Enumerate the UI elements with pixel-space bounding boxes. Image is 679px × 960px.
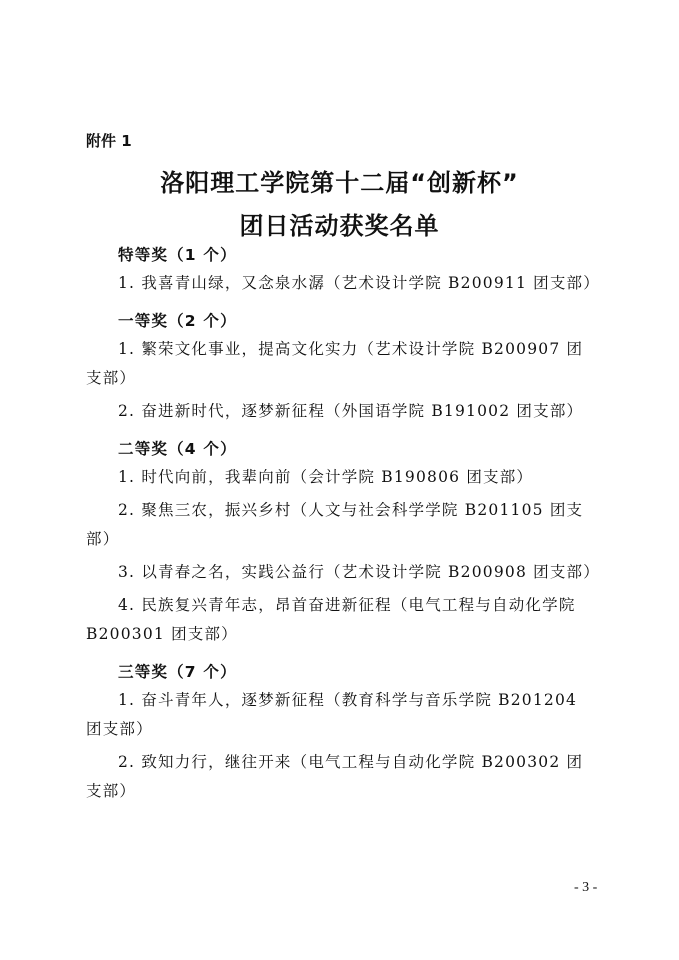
third-prize-item: 2. 致知力行，继往开来（电气工程与自动化学院 B200302 团支部） [86,753,584,800]
second-prize-item: 2. 聚焦三农，振兴乡村（人文与社会科学学院 B201105 团支部） [86,501,584,548]
award-list [86,240,600,810]
second-prize-item: 4. 民族复兴青年志，昂首奋进新征程（电气工程与自动化学院 B200301 团支部） [86,596,576,643]
attachment-label: 附件 1 [86,132,132,150]
first-prize-item: 1. 繁荣文化事业，提高文化实力（艺术设计学院 B200907 团支部） [86,340,584,387]
document-title-line-1: 洛阳理工学院第十二届“创新杯” [160,169,519,197]
special-prize-heading: 特等奖（1 个） [118,246,237,264]
first-prize-item: 2. 奋进新时代，逐梦新征程（外国语学院 B191002 团支部） [118,402,584,420]
second-prize-heading: 二等奖（4 个） [118,440,237,458]
third-prize-heading: 三等奖（7 个） [118,663,237,681]
first-prize-heading: 一等奖（2 个） [118,312,237,330]
special-prize-item: 1. 我喜青山绿，又念泉水潺（艺术设计学院 B200911 团支部） [118,274,600,292]
document-title-line-2: 团日活动获奖名单 [239,212,440,240]
second-prize-item: 3. 以青春之名，实践公益行（艺术设计学院 B200908 团支部） [118,563,600,581]
second-prize-item: 1. 时代向前，我辈向前（会计学院 B190806 团支部） [118,468,534,486]
third-prize-item: 1. 奋斗青年人，逐梦新征程（教育科学与音乐学院 B201204 团支部） [86,691,578,738]
page-number: - 3 - [574,880,598,895]
